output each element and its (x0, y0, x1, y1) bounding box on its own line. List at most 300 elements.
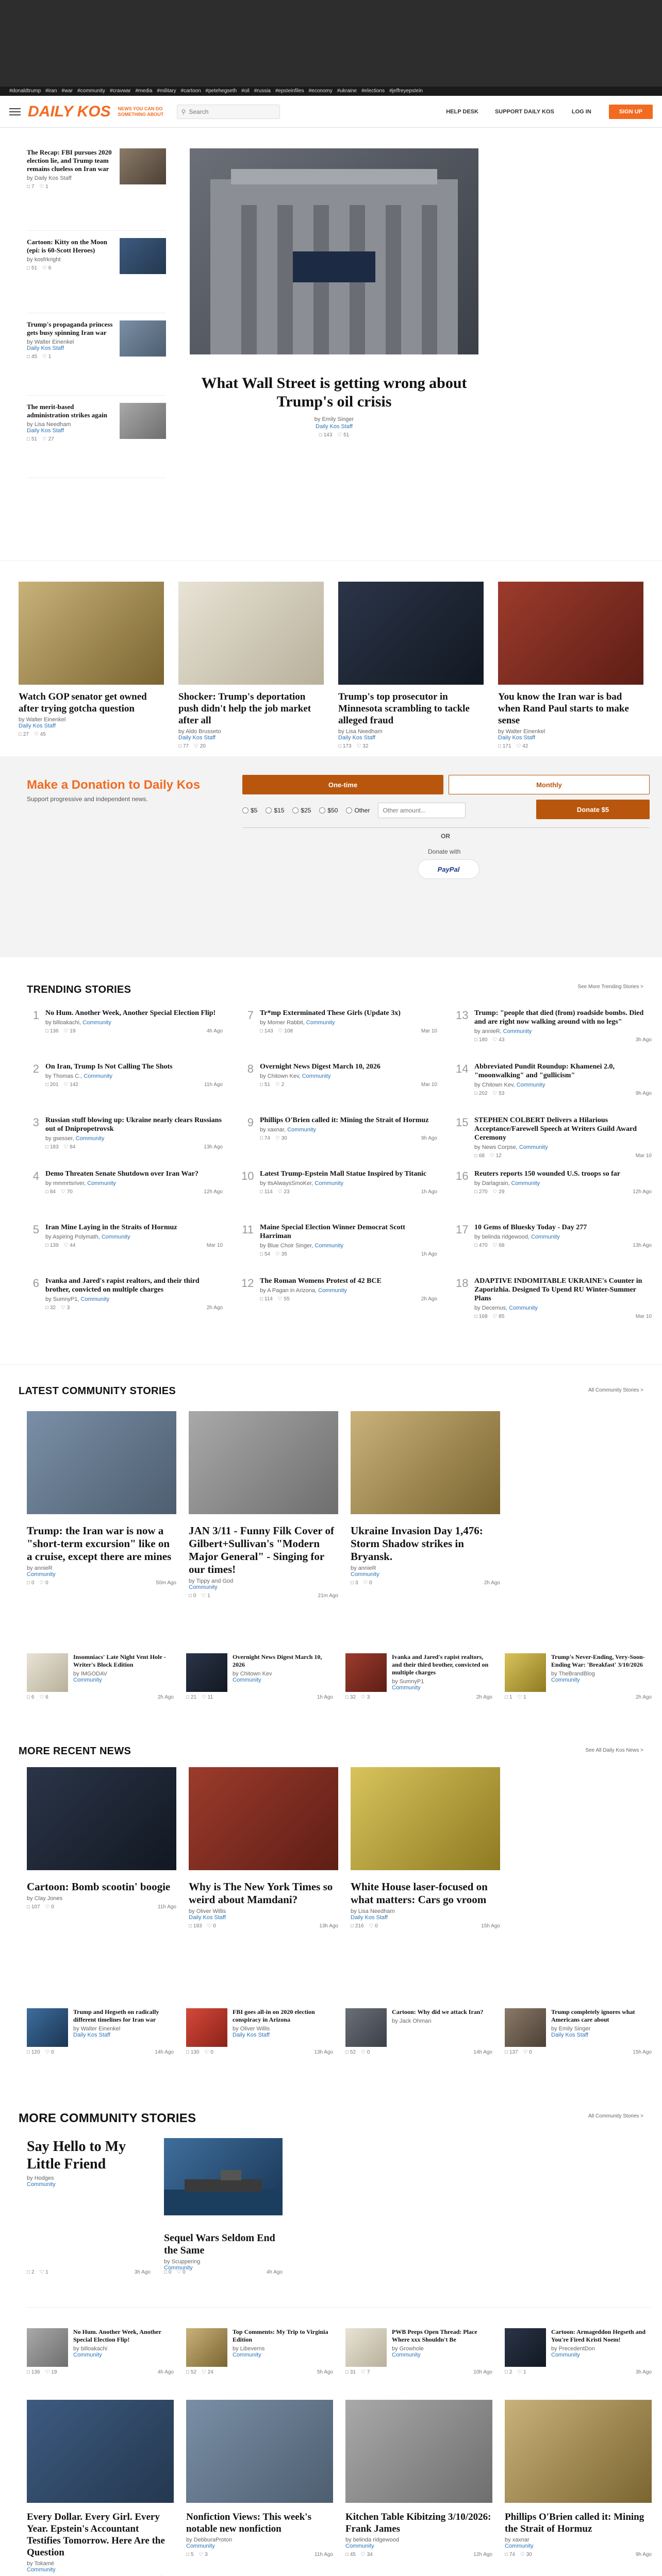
tag-link[interactable]: #economy (308, 88, 333, 94)
tag-link[interactable]: #russia (254, 88, 271, 94)
story-author[interactable]: Tippy and God (196, 1578, 234, 1584)
like-icon[interactable]: ♡ 3 (360, 1694, 370, 1700)
story-title[interactable]: You know the Iran war is bad when Rand Paul starts to make sense (498, 691, 629, 726)
story-title[interactable]: Ivanka and Jared's rapist realtors, and their third brother, convicted on multiple charges (392, 1653, 489, 1676)
login-link[interactable]: LOG IN (571, 108, 591, 115)
comment-icon[interactable]: □ 130 (186, 2049, 200, 2055)
radio-icon[interactable] (292, 807, 299, 814)
like-icon[interactable]: ♡ 11 (201, 1694, 213, 1700)
story-author[interactable]: billoakachi (53, 1020, 80, 1026)
like-icon[interactable]: ♡ 6 (39, 1694, 48, 1700)
like-icon[interactable]: ♡ 35 (275, 1251, 287, 1257)
hero-side-story[interactable] (27, 231, 166, 313)
story-image[interactable] (189, 1411, 338, 1514)
story-author[interactable]: Libeverns (240, 2346, 265, 2352)
story-thumbnail[interactable] (345, 2008, 387, 2047)
story-thumbnail[interactable] (186, 1653, 227, 1692)
trending-item[interactable] (27, 1062, 223, 1116)
story-title[interactable]: Trump: "people that died (from) roadside bombs. Died and are right now walking around with no legs" (474, 1009, 644, 1026)
comment-icon[interactable]: □ 136 (45, 1028, 59, 1034)
story-title[interactable]: Overnight News Digest March 10, 2026 (233, 1653, 322, 1668)
comment-icon[interactable]: □ 45 (345, 2552, 356, 2557)
story-title[interactable]: Every Dollar. Every Girl. Every Year. Epstein's Accountant Testifies Tomorrow. Here Are the Question (27, 2512, 165, 2558)
story-card-small[interactable] (186, 1653, 333, 1692)
top-story-card[interactable] (178, 582, 324, 749)
comment-icon[interactable]: □ 114 (260, 1296, 273, 1302)
trending-item[interactable] (27, 1116, 223, 1170)
like-icon[interactable]: ♡ 0 (39, 1580, 48, 1586)
comment-icon[interactable]: □ 180 (474, 1037, 488, 1043)
comment-icon[interactable]: □ 216 (351, 1923, 364, 1929)
story-title[interactable]: Why is The New York Times so weird about Mamdani? (189, 1880, 333, 1906)
hero-main-byline[interactable]: by Emily Singer (314, 416, 354, 422)
story-author[interactable]: PrecedentDon (558, 2346, 595, 2352)
story-author[interactable]: annieR (482, 1028, 500, 1035)
story-card[interactable] (189, 1767, 338, 1929)
search-box[interactable] (177, 105, 280, 119)
radio-icon[interactable] (266, 807, 272, 814)
story-title[interactable]: JAN 3/11 - Funny Filk Cover of Gilbert+Sullivan's "Modern Major General" - Singing for our times! (189, 1524, 334, 1575)
hero-side-story[interactable] (27, 148, 166, 231)
comment-icon[interactable]: □ 143 (319, 432, 333, 438)
radio-icon[interactable] (242, 807, 249, 814)
comment-icon[interactable]: □ 143 (260, 1028, 273, 1034)
story-card-small[interactable] (345, 1653, 492, 1692)
story-card-small[interactable] (505, 2328, 652, 2367)
tag-link[interactable]: #jeffreyepstein (389, 88, 423, 94)
story-title[interactable]: Iran Mine Laying in the Straits of Hormuz (45, 1224, 177, 1231)
comment-icon[interactable]: □ 84 (45, 1189, 56, 1195)
comment-icon[interactable]: □ 2 (505, 2369, 512, 2375)
comment-icon[interactable]: □ 1 (505, 1694, 512, 1700)
tag-link[interactable]: #oil (241, 88, 250, 94)
comment-icon[interactable]: □ 74 (260, 1136, 270, 1141)
paypal-button[interactable]: PayPal (418, 859, 479, 879)
like-icon[interactable]: ♡ 84 (63, 1144, 76, 1150)
story-author[interactable]: Oliver Willis (240, 2026, 270, 2032)
donate-amount-option[interactable] (319, 807, 338, 814)
story-title[interactable]: No Hum. Another Week, Another Special Election Flip! (73, 2328, 161, 2343)
like-icon[interactable]: ♡ 55 (277, 1296, 290, 1302)
comment-icon[interactable]: □ 173 (338, 743, 352, 749)
support-link[interactable]: SUPPORT DAILY KOS (494, 108, 554, 115)
comment-icon[interactable]: □ 74 (505, 2552, 515, 2557)
comment-icon[interactable]: □ 107 (27, 1904, 40, 1910)
trending-item[interactable] (241, 1170, 437, 1223)
comment-icon[interactable]: □ 32 (45, 1305, 56, 1311)
story-card-small[interactable] (505, 2008, 652, 2047)
story-title[interactable]: Trump: the Iran war is now a "short-term excursion" like on a cruise, except there are mines (27, 1524, 172, 1563)
story-author[interactable]: gsesser (53, 1136, 73, 1142)
comment-icon[interactable]: □ 183 (45, 1144, 59, 1150)
story-card[interactable] (505, 2400, 652, 2576)
story-author[interactable]: Chitown Kev (240, 1671, 272, 1677)
story-card[interactable] (27, 1767, 176, 1929)
comment-icon[interactable]: □ 51 (260, 1082, 270, 1088)
top-story-card[interactable] (338, 582, 484, 749)
donate-amount-option[interactable] (346, 807, 370, 814)
trending-item[interactable] (456, 1009, 652, 1062)
trending-item[interactable] (456, 1223, 652, 1277)
story-title[interactable]: Maine Special Election Winner Democrat Scott Harriman (260, 1224, 405, 1240)
story-image[interactable] (351, 1411, 500, 1514)
trending-item[interactable] (241, 1277, 437, 1330)
comment-icon[interactable]: □ 5 (186, 2552, 194, 2557)
like-icon[interactable]: ♡ 32 (356, 743, 369, 749)
like-icon[interactable]: ♡ 23 (277, 1189, 290, 1195)
trending-item[interactable] (456, 1277, 652, 1330)
like-icon[interactable]: ♡ 70 (60, 1189, 73, 1195)
like-icon[interactable]: ♡ 19 (63, 1028, 76, 1034)
tag-link[interactable]: #cartoon (180, 88, 201, 94)
story-title[interactable]: Cartoon: Bomb scootin' boogie (27, 1880, 171, 1893)
story-title[interactable]: Trump completely ignores what Americans care about (551, 2008, 635, 2023)
story-image[interactable] (498, 582, 643, 685)
comment-icon[interactable]: □ 3 (351, 1580, 358, 1586)
like-icon[interactable]: ♡ 2 (275, 1082, 285, 1088)
story-title[interactable]: Trump's Never-Ending, Very-Soon-Ending War: 'Breakfast' 3/10/2026 (551, 1653, 645, 1668)
story-author[interactable]: Daily Kos Staff (34, 175, 72, 181)
comment-icon[interactable]: □ 202 (474, 1091, 488, 1096)
story-author[interactable]: Lisa Needham (345, 728, 383, 735)
story-title[interactable]: Reuters reports 150 wounded U.S. troops so far (474, 1170, 620, 1178)
comment-icon[interactable]: □ 201 (45, 1082, 59, 1088)
like-icon[interactable]: ♡ 19 (45, 2369, 57, 2375)
story-title[interactable]: Cartoon: Kitty on the Moon (epi: is 60-Scott Heroes) (27, 238, 107, 254)
top-story-card[interactable] (498, 582, 643, 749)
story-author[interactable]: Aldo Brusseto (186, 728, 221, 735)
story-card[interactable] (27, 2400, 174, 2576)
story-title[interactable]: STEPHEN COLBERT Delivers a Hilarious Acceptance/Farewell Speech at Writers Guild Award Ceremony (474, 1116, 637, 1142)
comment-icon[interactable]: □ 32 (345, 1694, 356, 1700)
feature-title[interactable]: Say Hello to My Little Friend (27, 2139, 126, 2172)
story-title[interactable]: ADAPTIVE INDOMITABLE UKRAINE's Counter in Zaporizhia. Designed To Upend RU Winter-Summer Plans (474, 1277, 642, 1302)
tag-link[interactable]: #media (135, 88, 153, 94)
trending-item[interactable] (241, 1009, 437, 1062)
story-author[interactable]: SumnyP1 (399, 1679, 424, 1685)
like-icon[interactable]: ♡ 27 (42, 436, 54, 442)
like-icon[interactable]: ♡ 0 (204, 2049, 213, 2055)
comment-icon[interactable]: □ 168 (474, 1314, 488, 1319)
tag-link[interactable]: #war (61, 88, 73, 94)
story-author[interactable]: Growhole (399, 2346, 424, 2352)
feature2-title[interactable]: Sequel Wars Seldom End the Same (164, 2232, 275, 2256)
like-icon[interactable]: ♡ 44 (63, 1243, 76, 1248)
story-image[interactable] (345, 2400, 492, 2503)
story-title[interactable]: Latest Trump-Epstein Mall Statue Inspired by Titanic (260, 1170, 427, 1178)
trending-item[interactable] (456, 1062, 652, 1116)
story-author[interactable]: TheBrandBlog (558, 1671, 595, 1677)
story-author[interactable]: Walter Einenkel (26, 717, 66, 723)
like-icon[interactable]: ♡ 7 (360, 2369, 370, 2375)
comment-icon[interactable]: □ 31 (345, 2369, 356, 2375)
like-icon[interactable]: ♡ 0 (45, 2049, 54, 2055)
story-author[interactable]: Tokamé (34, 2561, 55, 2567)
story-thumbnail[interactable] (186, 2008, 227, 2047)
like-icon[interactable]: ♡ 1 (201, 1593, 210, 1599)
story-title[interactable]: White House laser-focused on what matters: Cars go vroom (351, 1880, 488, 1906)
radio-icon[interactable] (346, 807, 352, 814)
story-thumbnail[interactable] (120, 238, 166, 274)
story-author[interactable]: xaxnar (512, 2537, 529, 2543)
story-title[interactable]: PWB Peeps Open Thread: Place Where xxx Shouldn't Be (392, 2328, 477, 2343)
donate-amount-option[interactable] (266, 807, 284, 814)
story-author[interactable]: Thomas C. (53, 1073, 81, 1079)
help-desk-link[interactable]: HELP DESK (446, 108, 478, 115)
like-icon[interactable]: ♡ 12 (489, 1153, 502, 1159)
story-title[interactable]: Ivanka and Jared's rapist realtors, and their third brother, convicted on multiple charges (45, 1277, 200, 1294)
story-title[interactable]: Ukraine Invasion Day 1,476: Storm Shadow strikes in Bryansk. (351, 1524, 483, 1563)
like-icon[interactable]: ♡ 53 (492, 1091, 505, 1096)
hero-side-story[interactable] (27, 396, 166, 478)
trending-item[interactable] (456, 1116, 652, 1170)
tag-link[interactable]: #iran (45, 88, 57, 94)
story-thumbnail[interactable] (27, 2008, 68, 2047)
story-card-small[interactable] (27, 1653, 174, 1692)
story-title[interactable]: Nonfiction Views: This week's notable new nonfiction (186, 2512, 311, 2534)
comment-icon[interactable]: □ 6 (27, 1694, 35, 1700)
feature-card[interactable] (27, 2138, 151, 2188)
story-image[interactable] (186, 2400, 333, 2503)
tag-link[interactable]: #petehegseth (205, 88, 237, 94)
story-author[interactable]: Chitown Kev (267, 1073, 299, 1079)
comment-icon[interactable]: □ 0 (189, 1593, 196, 1599)
comment-icon[interactable]: □ 52 (345, 2049, 356, 2055)
like-icon[interactable]: ♡ 0 (363, 1580, 372, 1586)
story-card[interactable] (345, 2400, 492, 2576)
tag-link[interactable]: #donaldtrump (9, 88, 41, 94)
like-icon[interactable]: ♡ 24 (201, 2369, 213, 2375)
story-thumbnail[interactable] (120, 403, 166, 439)
donate-amount-option[interactable] (292, 807, 311, 814)
like-icon[interactable]: ♡ 45 (34, 732, 46, 737)
story-title[interactable]: Insomniacs' Late Night Vent Hole - Writer's Block Edition (73, 1653, 166, 1668)
comment-icon[interactable]: □ 77 (178, 743, 189, 749)
story-card-small[interactable] (186, 2008, 333, 2047)
comment-icon[interactable]: □ 470 (474, 1243, 488, 1248)
comment-icon[interactable]: □ 270 (474, 1189, 488, 1195)
story-image[interactable] (351, 1767, 500, 1870)
story-author[interactable]: mmmrtsriver (53, 1180, 85, 1187)
story-author[interactable]: Lisa Needham (34, 421, 71, 428)
hero-main-image[interactable] (190, 148, 478, 354)
like-icon[interactable]: ♡ 20 (193, 743, 206, 749)
like-icon[interactable]: ♡ 3 (60, 1305, 70, 1311)
like-icon[interactable]: ♡ 51 (337, 432, 350, 438)
story-card-small[interactable] (186, 2328, 333, 2367)
comment-icon[interactable]: □ 54 (260, 1251, 270, 1257)
trending-item[interactable] (241, 1223, 437, 1277)
story-title[interactable]: Shocker: Trump's deportation push didn't help the job market after all (178, 691, 311, 726)
like-icon[interactable]: ♡ 29 (492, 1189, 505, 1195)
more-comm-see-more[interactable]: All Community Stories > (588, 2113, 643, 2119)
trending-see-more[interactable]: See More Trending Stories > (577, 984, 643, 990)
onetime-toggle[interactable]: One-time (242, 775, 443, 794)
story-author[interactable]: Emily Singer (558, 2026, 591, 2032)
like-icon[interactable]: ♡ 0 (369, 1923, 378, 1929)
story-title[interactable]: Top Comments: My Trip to Virginia Edition (233, 2328, 328, 2343)
other-amount-input[interactable] (378, 803, 466, 818)
story-author[interactable]: Decemus (482, 1305, 506, 1311)
story-author[interactable]: SumnyP1 (53, 1296, 78, 1302)
story-thumbnail[interactable] (120, 148, 166, 184)
comment-icon[interactable]: □ 0 (164, 2269, 172, 2275)
story-author[interactable]: belinda ridgewood (353, 2537, 399, 2543)
story-thumbnail[interactable] (27, 2328, 68, 2367)
story-thumbnail[interactable] (186, 2328, 227, 2367)
comment-icon[interactable]: □ 171 (498, 743, 511, 749)
story-thumbnail[interactable] (345, 1653, 387, 1692)
story-title[interactable]: The merit-based administration strikes again (27, 403, 108, 419)
story-image[interactable] (27, 1767, 176, 1870)
story-title[interactable]: The Roman Womens Protest of 42 BCE (260, 1277, 382, 1285)
trending-item[interactable] (27, 1223, 223, 1277)
story-title[interactable]: Cartoon: Why did we attack Iran? (392, 2008, 484, 2015)
like-icon[interactable]: ♡ 1 (39, 184, 48, 190)
story-title[interactable]: Overnight News Digest March 10, 2026 (260, 1063, 380, 1071)
story-title[interactable]: Trump's propaganda princess gets busy spinning Iran war (27, 320, 113, 336)
story-title[interactable]: Demo Threaten Senate Shutdown over Iran War? (45, 1170, 198, 1178)
like-icon[interactable]: ♡ 85 (492, 1314, 505, 1319)
like-icon[interactable]: ♡ 0 (523, 2049, 532, 2055)
site-logo[interactable]: DAILY KOS (28, 103, 111, 120)
hero-main[interactable] (190, 148, 478, 438)
like-icon[interactable]: ♡ 1 (517, 1694, 526, 1700)
story-card[interactable] (351, 1411, 500, 1599)
story-card-small[interactable] (345, 2328, 492, 2367)
comment-icon[interactable]: □ 51 (27, 436, 37, 442)
feature2-card[interactable] (164, 2138, 283, 2271)
story-author[interactable]: xaxnar (267, 1127, 285, 1133)
story-author[interactable]: annieR (358, 1565, 376, 1571)
story-card[interactable] (189, 1411, 338, 1599)
tag-link[interactable]: #community (77, 88, 105, 94)
like-icon[interactable]: ♡ 1 (39, 2269, 48, 2275)
story-card[interactable] (351, 1767, 500, 1929)
comment-icon[interactable]: □ 136 (27, 2369, 40, 2375)
top-story-card[interactable] (19, 582, 164, 749)
story-thumbnail[interactable] (505, 2328, 546, 2367)
like-icon[interactable]: ♡ 0 (45, 1904, 54, 1910)
story-author[interactable]: DebburaProton (193, 2537, 233, 2543)
story-thumbnail[interactable] (345, 2328, 387, 2367)
story-title[interactable]: No Hum. Another Week, Another Special Election Flip! (45, 1009, 216, 1017)
story-author[interactable]: billoakachi (80, 2346, 108, 2352)
monthly-toggle[interactable]: Monthly (449, 775, 650, 794)
hero-main-title[interactable]: What Wall Street is getting wrong about Trump's oil crisis (201, 375, 467, 410)
comment-icon[interactable]: □ 137 (505, 2049, 518, 2055)
story-author[interactable]: Jack Ohman (399, 2018, 432, 2024)
story-title[interactable]: Kitchen Table Kibitzing 3/10/2026: Frank James (345, 2512, 491, 2534)
like-icon[interactable]: ♡ 0 (176, 2269, 186, 2275)
story-title[interactable]: Abbreviated Pundit Roundup: Khamenei 2.0, "moonwalking" and "gullicism" (474, 1063, 615, 1079)
story-title[interactable]: Watch GOP senator get owned after trying gotcha question (19, 691, 147, 714)
like-icon[interactable]: ♡ 43 (492, 1037, 505, 1043)
like-icon[interactable]: ♡ 108 (278, 1028, 293, 1034)
story-thumbnail[interactable] (27, 1653, 68, 1692)
story-author[interactable]: Oliver Willis (196, 1908, 226, 1914)
like-icon[interactable]: ♡ 1 (42, 354, 52, 360)
story-author[interactable]: Aspiring Polymath (53, 1234, 98, 1240)
tag-link[interactable]: #elections (361, 88, 385, 94)
like-icon[interactable]: ♡ 42 (516, 743, 528, 749)
story-author[interactable]: Clay Jones (34, 1895, 63, 1902)
comment-icon[interactable]: □ 0 (27, 1580, 35, 1586)
like-icon[interactable]: ♡ 30 (275, 1136, 287, 1141)
trending-item[interactable] (27, 1009, 223, 1062)
story-title[interactable]: Phillips O'Brien called it: Mining the Strait of Hormuz (505, 2512, 644, 2534)
story-author[interactable]: Walter Einenkel (34, 339, 74, 345)
story-card[interactable] (27, 1411, 176, 1599)
story-author[interactable]: Darlagrain (482, 1180, 508, 1187)
story-author[interactable]: Momer Rabbit (267, 1020, 303, 1026)
tag-link[interactable]: #ukraine (337, 88, 357, 94)
story-author[interactable]: Walter Einenkel (505, 728, 545, 735)
story-card-small[interactable] (27, 2008, 174, 2047)
comment-icon[interactable]: □ 45 (27, 354, 37, 360)
story-image[interactable] (505, 2400, 652, 2503)
story-author[interactable]: Blue Choir Singer (267, 1243, 312, 1249)
latest-see-more[interactable]: All Community Stories > (588, 1387, 643, 1393)
story-title[interactable]: 10 Gems of Bluesky Today - Day 277 (474, 1224, 587, 1231)
story-card[interactable] (186, 2400, 333, 2576)
comment-icon[interactable]: □ 7 (27, 184, 35, 190)
story-author[interactable]: A Pagan in Arizona (267, 1287, 316, 1294)
like-icon[interactable]: ♡ 142 (63, 1082, 78, 1088)
comment-icon[interactable]: □ 120 (27, 2049, 40, 2055)
story-title[interactable]: FBI goes all-in on 2020 election conspiracy in Arizona (233, 2008, 315, 2023)
story-image[interactable] (178, 582, 324, 685)
trending-item[interactable] (241, 1062, 437, 1116)
story-card-small[interactable] (27, 2328, 174, 2367)
like-icon[interactable]: ♡ 0 (360, 2049, 370, 2055)
story-image[interactable] (27, 2400, 174, 2503)
story-image[interactable] (338, 582, 484, 685)
story-image[interactable] (19, 582, 164, 685)
story-thumbnail[interactable] (505, 2008, 546, 2047)
like-icon[interactable]: ♡ 68 (492, 1243, 505, 1248)
search-input[interactable] (189, 108, 271, 115)
trending-item[interactable] (456, 1170, 652, 1223)
story-image[interactable] (27, 1411, 176, 1514)
like-icon[interactable]: ♡ 3 (198, 2552, 208, 2557)
story-author[interactable]: News Corpse (482, 1144, 516, 1150)
trending-item[interactable] (27, 1170, 223, 1223)
news-see-more[interactable]: See All Daily Kos News > (585, 1748, 643, 1753)
story-card-small[interactable] (505, 1653, 652, 1692)
like-icon[interactable]: ♡ 1 (517, 2369, 526, 2375)
comment-icon[interactable]: □ 2 (27, 2269, 35, 2275)
trending-item[interactable] (27, 1277, 223, 1330)
story-author[interactable]: annieR (34, 1565, 53, 1571)
comment-icon[interactable]: □ 114 (260, 1189, 273, 1195)
tag-link[interactable]: #epsteinfiles (275, 88, 304, 94)
story-card-small[interactable] (345, 2008, 492, 2047)
comment-icon[interactable]: □ 21 (186, 1694, 196, 1700)
story-author[interactable]: ItsAlwaysSmoKer (267, 1180, 312, 1187)
tag-link[interactable]: #military (157, 88, 176, 94)
story-author[interactable]: belinda ridgewood (482, 1234, 528, 1240)
story-title[interactable]: On Iran, Trump Is Not Calling The Shots (45, 1063, 173, 1071)
story-title[interactable]: Trump's top prosecutor in Minnesota scrambling to tackle alleged fraud (338, 691, 470, 726)
story-title[interactable]: The Recap: FBI pursues 2020 election lie, and Trump team remains clueless on Iran war (27, 148, 112, 173)
comment-icon[interactable]: □ 27 (19, 732, 29, 737)
signup-button[interactable]: SIGN UP (609, 105, 653, 119)
story-author[interactable]: kosfrkright (34, 257, 61, 263)
story-thumbnail[interactable] (505, 1653, 546, 1692)
donate-button[interactable]: Donate $5 (536, 800, 650, 819)
story-title[interactable]: Phillips O'Brien called it: Mining the Strait of Hormuz (260, 1116, 429, 1124)
